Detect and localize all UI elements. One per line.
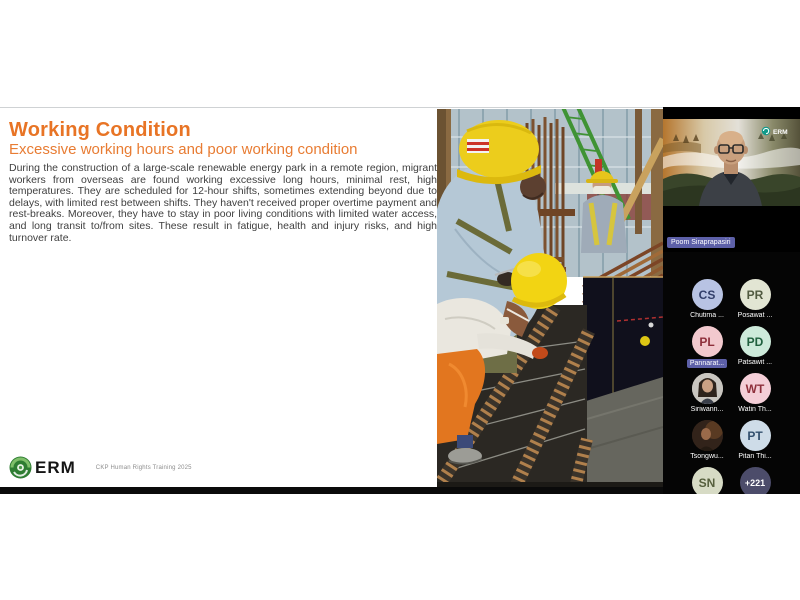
participant-initials: PD	[746, 334, 764, 349]
participant-overflow-count	[740, 467, 771, 494]
participant-name: Chutima ...	[690, 312, 724, 319]
slide-title: Working Condition	[9, 119, 191, 141]
overflow-count-text: +221	[744, 477, 766, 488]
construction-photo	[437, 109, 663, 488]
participant-avatar-initials	[740, 279, 771, 310]
participant-name: Posawat ...	[737, 312, 773, 319]
participant-avatar-initials	[692, 279, 723, 310]
shared-screen-slide	[0, 107, 663, 494]
participant-avatar-initials	[692, 326, 723, 357]
participant-initials: WT	[745, 381, 765, 396]
slide-subtitle: Excessive working hours and poor working condition	[9, 141, 358, 158]
participant-tile[interactable]	[725, 324, 785, 371]
participant-tile[interactable]	[725, 465, 785, 494]
participant-name: Siriwann...	[690, 406, 724, 413]
participant-tile[interactable]	[725, 418, 785, 465]
participant-avatar-initials	[740, 420, 771, 451]
speaker-video-tile[interactable]	[663, 107, 800, 252]
participant-name: Patsawit ...	[737, 359, 773, 366]
participant-avatar-initials	[692, 467, 723, 494]
speaker-video-frame	[663, 119, 800, 206]
slide-footer	[9, 456, 192, 479]
slide-body-text: During the construction of a large-scale renewable energy park in a remote region, migrant workers from overseas are found working excessive long hours, minimal rest, high temperatures. They are scheduled for 12-hour shifts, sometimes extending beyond due to delays, with limited rest between shifts. They haven't received proper overtime payment and rest-breaks. Moreover, they have to stay in poor living conditions with limited water access, and long transit to/from sites. These result in fatigue, health and injury risks, and high turnover rate.	[9, 162, 437, 244]
erm-logo-icon	[9, 456, 32, 479]
speaker-name-badge: Poom Siraprapasiri	[667, 237, 735, 248]
participant-avatar-initials	[740, 373, 771, 404]
participant-avatar-initials	[740, 326, 771, 357]
participant-name: Tsongwu...	[690, 453, 724, 460]
participant-initials: SN	[698, 475, 716, 490]
participant-initials: PL	[699, 334, 715, 349]
meeting-window	[0, 107, 800, 494]
participants-sidebar	[663, 107, 800, 494]
participant-initials: PR	[746, 287, 764, 302]
participant-tile[interactable]	[725, 371, 785, 418]
participant-initials: CS	[698, 287, 716, 302]
participant-avatar-photo	[692, 420, 723, 451]
course-name: CKP Human Rights Training 2025	[95, 464, 192, 471]
participant-name-highlighted: Pannarat...	[687, 359, 727, 368]
participant-initials: PT	[747, 428, 763, 443]
slide-bottom-bar	[0, 487, 663, 494]
video-erm-logo	[762, 127, 788, 136]
participant-name: Pitan Thi...	[738, 453, 772, 460]
participant-tile[interactable]	[725, 277, 785, 324]
svg-text:ERM: ERM	[773, 128, 788, 136]
erm-wordmark: ERM	[35, 457, 76, 477]
participant-avatar-photo	[692, 373, 723, 404]
participant-name: Watin Th...	[738, 406, 772, 413]
